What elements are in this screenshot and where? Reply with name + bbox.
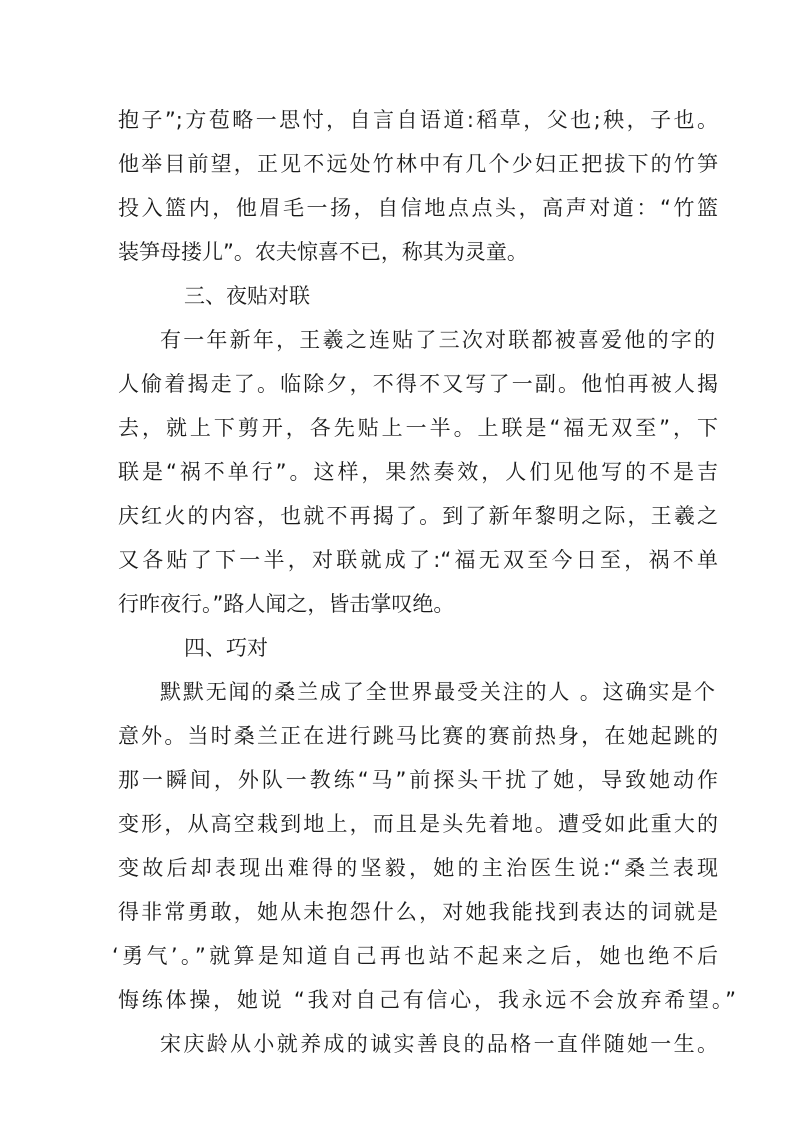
text-line-2: 他举目前望，正见不远处竹林中有几个少妇正把拔下的竹笋 <box>118 152 718 176</box>
paragraph-start-couplet: 有一年新年，王羲之连贴了三次对联都被喜爱他的字的 <box>160 328 715 352</box>
section-heading-three: 三、夜贴对联 <box>184 284 310 308</box>
text-line-18: 变故后却表现出难得的坚毅，她的主治医生说:“桑兰表现 <box>118 856 718 880</box>
text-line-20: ‘勇气’。”就算是知道自己再也站不起来之后，她也绝不后 <box>112 944 718 968</box>
text-line-16: 那一瞬间，外队一教练“马”前探头干扰了她，导致她动作 <box>118 768 718 792</box>
text-line-15: 意外。当时桑兰正在进行跳马比赛的赛前热身，在她起跳的 <box>118 724 718 748</box>
text-line-1: 抱子”;方苞略一思忖，自言自语道:稻草，父也;秧，子也。 <box>118 108 718 132</box>
text-line-9: 联是“祸不单行”。这样，果然奏效，人们见他写的不是吉 <box>118 460 718 484</box>
text-line-4: 装笋母搂儿”。农夫惊喜不已，称其为灵童。 <box>118 240 528 264</box>
text-line-10: 庆红火的内容，也就不再揭了。到了新年黎明之际，王羲之 <box>118 504 718 528</box>
paragraph-start-songqingling: 宋庆龄从小就养成的诚实善良的品格一直伴随她一生。 <box>160 1032 718 1056</box>
text-line-11: 又各贴了下一半，对联就成了:“福无双至今日至，祸不单 <box>118 548 718 572</box>
paragraph-start-sanglan: 默默无闻的桑兰成了全世界最受关注的人 。这确实是个 <box>160 680 715 704</box>
text-line-8: 去，就上下剪开，各先贴上一半。上联是“福无双至”，下 <box>118 416 718 440</box>
text-line-17: 变形，从高空栽到地上，而且是头先着地。遭受如此重大的 <box>118 812 718 836</box>
section-heading-four: 四、巧对 <box>184 636 268 660</box>
text-line-19: 得非常勇敢，她从未抱怨什么，对她我能找到表达的词就是 <box>118 900 718 924</box>
text-line-21: 悔练体操，她说 “我对自己有信心，我永远不会放弃希望。” <box>118 988 736 1012</box>
text-line-3: 投入篮内，他眉毛一扬，自信地点点头，高声对道：“竹篮 <box>118 196 718 220</box>
text-line-12: 行昨夜行。”路人闻之，皆击掌叹绝。 <box>118 592 455 616</box>
text-line-7: 人偷着揭走了。临除夕，不得不又写了一副。他怕再被人揭 <box>118 372 718 396</box>
